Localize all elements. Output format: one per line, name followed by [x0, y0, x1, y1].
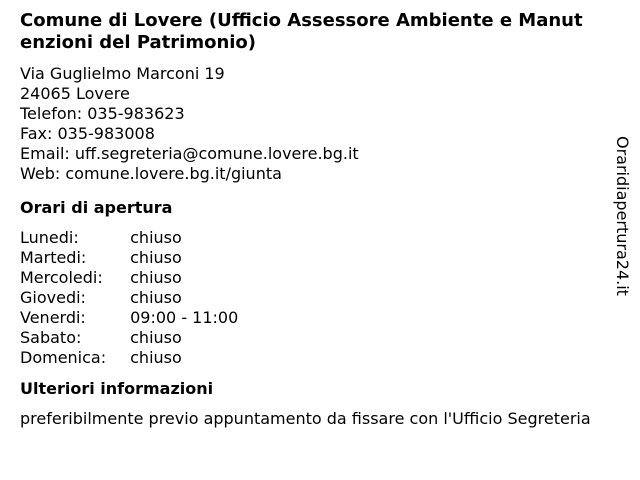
day-hours: chiuso — [130, 328, 182, 347]
office-info — [20, 10, 592, 429]
hours-row — [20, 248, 238, 268]
day-label: Mercoledi: — [20, 268, 103, 287]
day-hours: chiuso — [130, 228, 182, 247]
more-info-heading: Ulteriori informazioni — [20, 379, 214, 398]
day-label: Lunedi: — [20, 228, 79, 247]
hours-row — [20, 288, 238, 308]
hours-row — [20, 268, 238, 288]
day-label: Giovedi: — [20, 288, 86, 307]
day-hours: chiuso — [130, 288, 182, 307]
fax-number: Fax: 035-983008 — [20, 124, 155, 143]
day-hours: 09:00 - 11:00 — [130, 308, 239, 327]
day-label: Domenica: — [20, 348, 107, 367]
hours-row — [20, 228, 238, 248]
hours-row — [20, 348, 238, 368]
hours-row — [20, 308, 238, 328]
email-address: Email: uff.segreteria@comune.lovere.bg.it — [20, 144, 359, 163]
day-hours: chiuso — [130, 248, 182, 267]
hours-row — [20, 328, 238, 348]
contact-block — [20, 64, 592, 184]
more-info-text: preferibilmente previo appuntamento da fissare con l'Ufficio Segreteria — [20, 409, 591, 428]
day-hours: chiuso — [130, 268, 182, 287]
street-address: Via Guglielmo Marconi 19 — [20, 64, 225, 83]
day-hours: chiuso — [130, 348, 182, 367]
day-label: Venerdi: — [20, 308, 86, 327]
opening-hours-heading: Orari di apertura — [20, 198, 173, 217]
website: Web: comune.lovere.bg.it/giunta — [20, 164, 282, 183]
day-label: Sabato: — [20, 328, 82, 347]
postal-city: 24065 Lovere — [20, 84, 130, 103]
day-label: Martedi: — [20, 248, 87, 267]
phone-number: Telefon: 035-983623 — [20, 104, 185, 123]
opening-hours-table — [20, 228, 238, 368]
office-title: Comune di Lovere (Ufficio Assessore Ambiente e Manutenzioni del Patrimonio) — [20, 10, 583, 53]
site-watermark: Oraridiapertura24.it — [613, 136, 632, 296]
